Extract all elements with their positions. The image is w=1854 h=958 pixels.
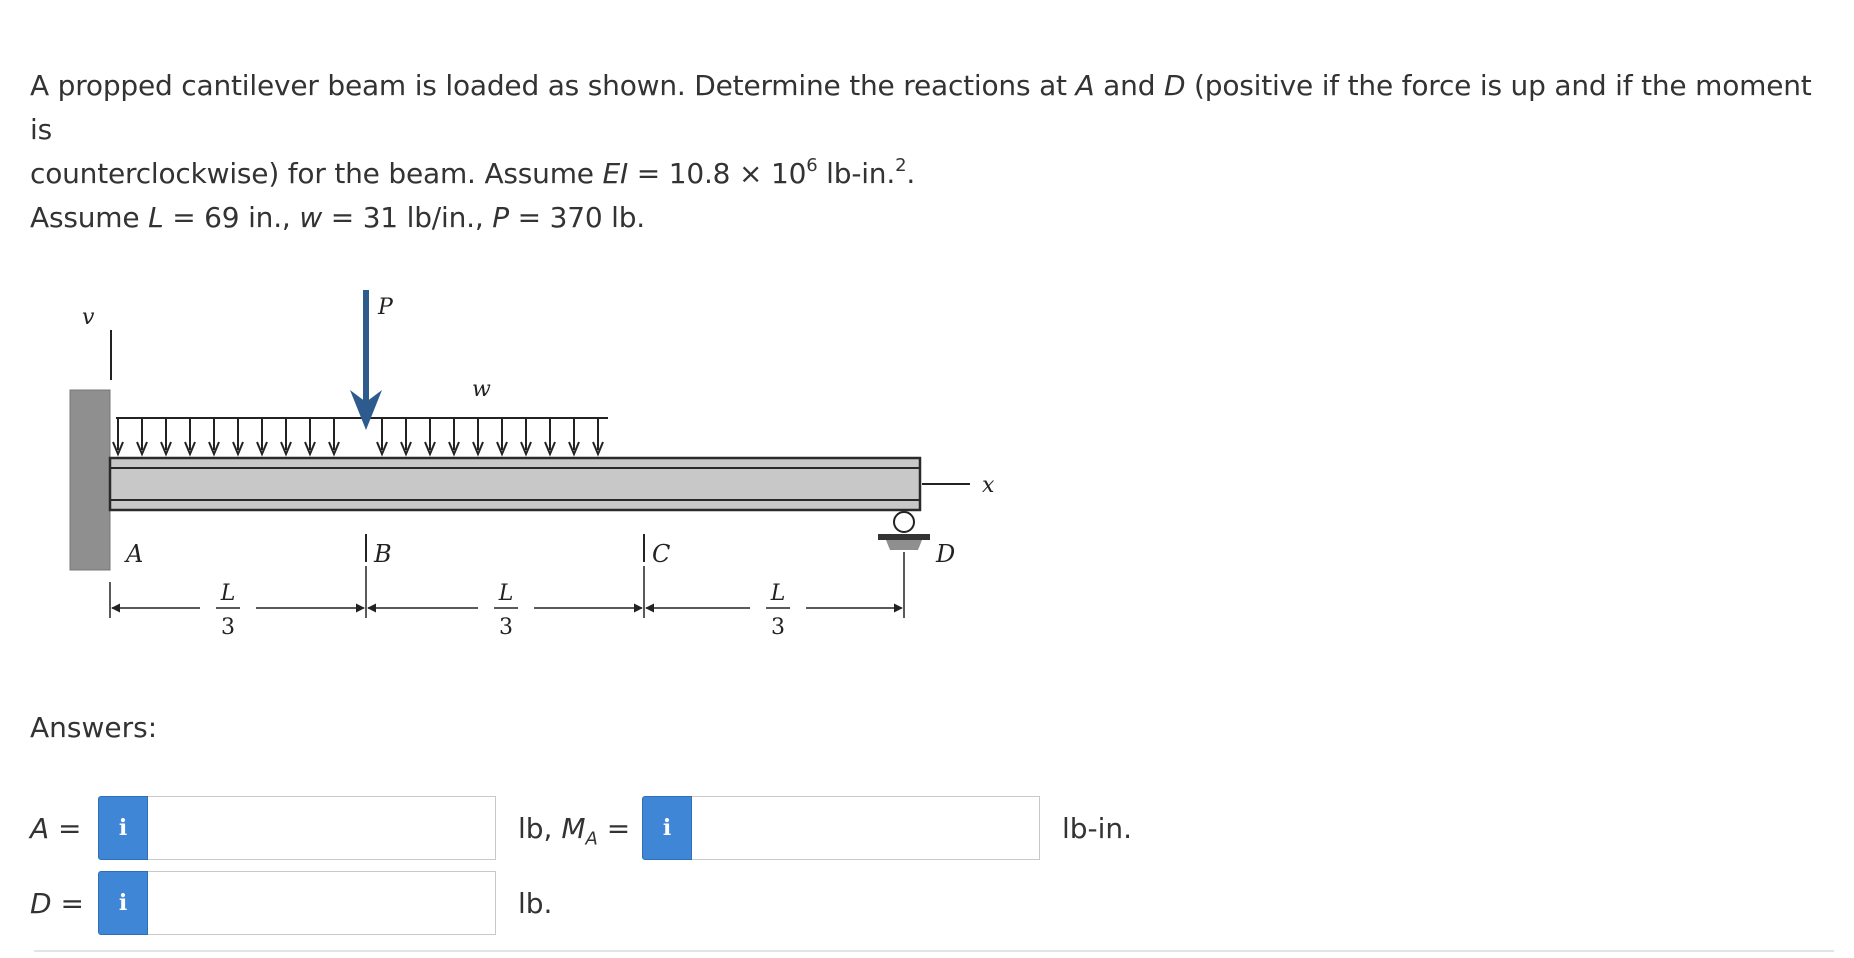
moment-a-label [518,796,630,862]
info-icon[interactable]: i [98,871,148,935]
problem-line-2 [30,152,1830,196]
problem-text: (positive if the force is up and if the moment is [30,69,1812,146]
beam [110,458,920,510]
problem-text: A propped cantilever beam is loaded as shown. Determine the reactions at [30,69,1076,102]
reaction-a-symbol: A [30,812,50,845]
point-a-symbol: A [1075,69,1095,102]
distributed-load [113,418,608,454]
given-values [30,196,645,240]
given-text: = 31 lb/in., [322,201,493,234]
moment-symbol: M [561,812,586,845]
problem-text: lb-in. [817,157,896,190]
fraction-denominator: 3 [771,615,785,640]
divider [34,950,1834,952]
answer-row-d [0,871,1854,937]
equals-sign: = [49,812,82,845]
reaction-d-symbol: D [30,887,52,920]
fraction-numerator: L [770,581,786,606]
x-axis-label: x [982,473,995,498]
point-d-label: D [936,540,956,568]
fraction-denominator: 3 [221,615,235,640]
equals-sign: = [597,812,631,845]
info-icon[interactable]: i [642,796,692,860]
roller-support [878,512,930,550]
reaction-a-label [30,796,82,862]
dimension-ab [216,581,240,640]
point-load-label: P [378,295,393,320]
beam-diagram [60,282,995,662]
equals-sign: = [51,887,84,920]
reaction-d-label [30,871,84,937]
given-text: = 69 in., [163,201,300,234]
fixed-wall [70,390,110,570]
point-d-symbol: D [1163,69,1186,102]
force-unit: lb. [518,887,553,920]
problem-line-1 [30,64,1830,152]
answers-heading: Answers: [30,711,158,744]
unit-prefix: lb, [518,812,562,845]
exponent: 6 [806,154,818,176]
reaction-d-input[interactable] [148,871,496,935]
load-symbol: w [299,201,323,234]
problem-text: = 10.8 × 10 [628,157,807,190]
v-axis-label: v [82,305,95,330]
problem-text: . [906,157,916,190]
dimension-cd [766,581,790,640]
point-a-label: A [126,540,144,568]
length-symbol: L [148,201,164,234]
fraction-numerator: L [498,581,514,606]
problem-text: counterclockwise) for the beam. Assume [30,157,603,190]
info-icon[interactable]: i [98,796,148,860]
answer-row-a [0,796,1854,862]
given-text: = 370 lb. [508,201,645,234]
exponent: 2 [895,154,907,176]
reaction-a-input[interactable] [148,796,496,860]
moment-a-input[interactable] [692,796,1040,860]
fraction-numerator: L [220,581,236,606]
problem-statement [30,64,1830,196]
force-symbol: P [492,201,509,234]
problem-text: and [1094,69,1164,102]
point-b-label: B [374,540,392,568]
given-text: Assume [30,201,149,234]
distributed-load-label: w [472,377,491,402]
ei-symbol: EI [602,157,629,190]
fraction-denominator: 3 [499,615,513,640]
point-c-label: C [652,540,671,568]
moment-subscript: A [585,828,598,850]
dimension-bc [494,581,518,640]
moment-unit: lb-in. [1062,812,1133,845]
